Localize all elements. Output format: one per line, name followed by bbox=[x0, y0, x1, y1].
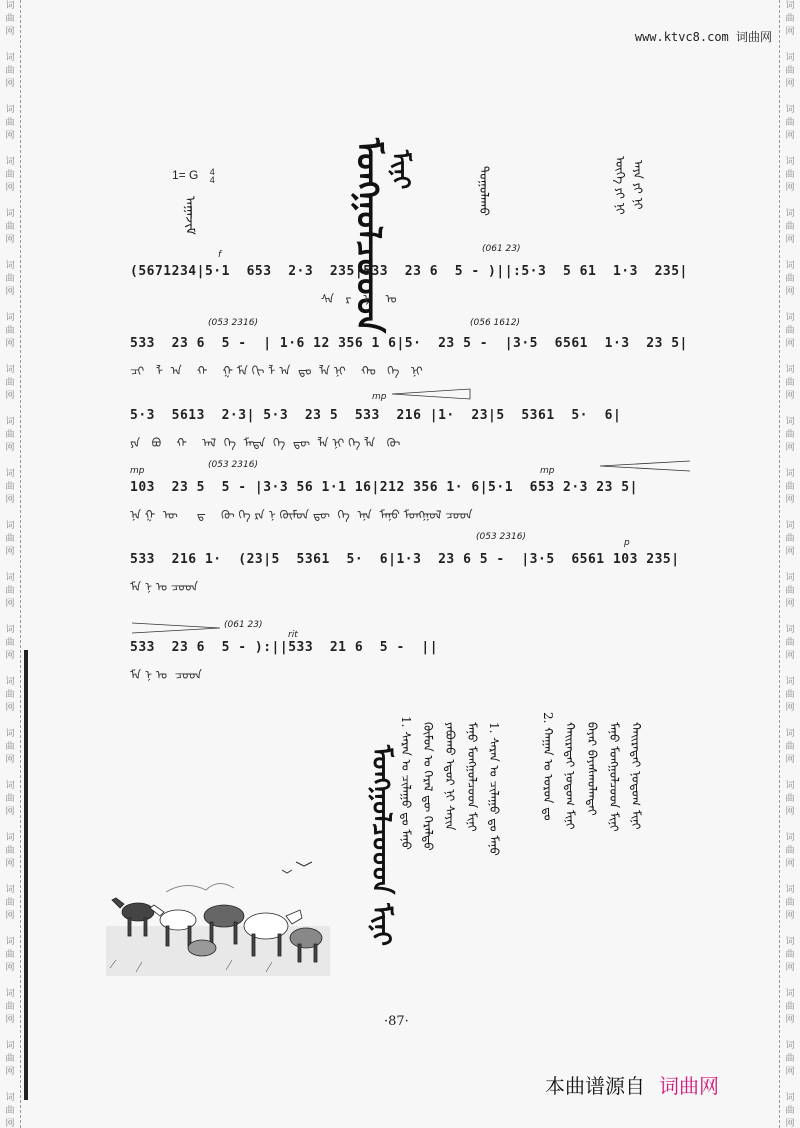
notation: 533 216 1· (23|5 5361 5· 6|1·3 23 6 5 - |3·5 6561 103 235| bbox=[130, 552, 680, 567]
verse-2-line-1: 2. ᠬᠠᠭᠠᠨ ᠤ ᠤᠷᠤᠨ ᠳᠤ bbox=[541, 712, 555, 821]
credit-composer: ᠠᠶᠠ ᠶᠢ ᠨᠢ bbox=[631, 160, 645, 210]
song-title: ᠮᠣᠩᠭᠣᠯᠴᠤᠤᠳ bbox=[348, 138, 388, 334]
lyric-line: ᠮᠠ ᠨ ᠤ ᠴᠤᠳ bbox=[130, 668, 202, 682]
notation: 103 23 5 5 - |3·3 56 1·1 16|212 356 1· 6|5·1 653 2·3 23 5| bbox=[130, 480, 638, 495]
dynamic-mark: rit bbox=[288, 630, 298, 640]
key-signature bbox=[172, 168, 215, 184]
grace-notes: (061 23) bbox=[482, 244, 521, 254]
score-line-1 bbox=[130, 244, 702, 306]
verse-1-line-2: ᠬᠦᠮᠦᠨ ᠤ ᠭᠡᠷᠡᠯ ᠳᠦ ᠭᠡᠷᠡᠯᠲᠦ bbox=[421, 722, 435, 851]
verse-1-line-3: ᠶᠠᠪᠤᠬᠤ ᠡᠳᠦᠷ ᠨᠢ ᠰᠠᠶᠢᠨ bbox=[443, 722, 457, 831]
right-margin-watermark: 词 曲 网 词 曲 网 词 曲 网 词 曲 网 词 曲 网 词 曲 网 词 曲 网 词 曲 网 词 曲 网 词 曲 网 词 曲 网 词 曲 网 词 曲 网 词 曲 网 词 曲 网 词 曲 网 词 曲 网 词 曲 网 词 曲 网 词 曲 网 词 曲 网 词 曲 网 bbox=[785, 1, 795, 1128]
meter-bottom: 4 bbox=[209, 175, 215, 185]
lyric-line: ᠨᠡ ᠭ ᠦ ᠳ ᠭᠦ ᠬᠡ ᠷᠡ ᠨ ᠬᠦᠮᠦᠨ ᠳᠦ ᠭᠡ ᠡᠨᠡ ᠮᠠᠨᠤ ᠮᠣᠩᠭᠣᠯ ᠴᠤᠳ bbox=[130, 508, 473, 522]
time-signature bbox=[210, 168, 215, 184]
decrescendo-hairpin bbox=[130, 622, 702, 634]
notation: (5671234|5·1 653 2·3 235|533 23 6 5 - )||:5·3 5 61 1·3 235| bbox=[130, 264, 688, 279]
dynamic-mark: f bbox=[218, 250, 222, 260]
verse-1-line-4: ᠮᠠᠨᠤ ᠮᠣᠩᠭᠣᠯᠴᠤᠳ ᠮᠢᠨᠢ bbox=[465, 722, 479, 832]
verse-2-line-4: ᠮᠠᠨᠤ ᠮᠣᠩᠭᠣᠯᠴᠤᠳ ᠮᠢᠨᠢ bbox=[607, 722, 621, 832]
dynamic-mark: mp bbox=[130, 466, 145, 476]
grace-notes: (053 2316) bbox=[208, 460, 258, 470]
meter-top: 4 bbox=[209, 167, 215, 177]
credit-lyricist: ᠦᠭᠡ ᠶᠢ ᠨᠢ bbox=[613, 156, 627, 215]
crescendo-hairpin bbox=[130, 460, 702, 472]
right-cut-line bbox=[779, 0, 780, 1128]
verse-2-line-2: ᠬᠠᠢᠷᠠᠲᠠᠢ ᠨᠤᠲᠤᠭ ᠮᠢᠨᠢ bbox=[563, 722, 577, 830]
source-site-link[interactable]: 词曲网 bbox=[659, 1074, 719, 1098]
dynamic-mark: mp bbox=[540, 466, 555, 476]
grace-notes: (053 2316) bbox=[476, 532, 526, 542]
grace-notes: (056 1612) bbox=[470, 318, 520, 328]
verse-1-line-1: 1. ᠰᠠᠷᠠᠨ ᠤ ᠴᠢᠯᠠᠭᠤ ᠳᠤ ᠮᠠᠨᠤ bbox=[399, 716, 413, 850]
grace-notes: (061 23) bbox=[224, 620, 263, 630]
crescendo-hairpin bbox=[130, 388, 702, 400]
lyrics-heading: ᠮᠣᠩᠭᠣᠯᠴᠤᠤᠳ ᠮᠢᠨᠢ bbox=[366, 745, 396, 946]
lyric-line: ᠰᠠ ᠷ ᠨ ᠤ bbox=[130, 292, 397, 306]
site-header: www.ktvc8.com 词曲网 bbox=[634, 30, 772, 44]
left-margin-watermark: 词 曲 网 词 曲 网 词 曲 网 词 曲 网 词 曲 网 词 曲 网 词 曲 网 词 曲 网 词 曲 网 词 曲 网 词 曲 网 词 曲 网 词 曲 网 词 曲 网 词 曲 网 词 曲 网 词 曲 网 词 曲 网 词 曲 网 词 曲 网 词 曲 网 词 曲 网 bbox=[5, 1, 15, 1128]
score-line-2 bbox=[130, 318, 702, 378]
verse-2-line-3: ᠪᠠᠶᠠᠷ ᠪᠠᠶᠠᠰᠬᠤᠯᠠᠨᠲᠠᠢ bbox=[585, 722, 599, 816]
score-line-3 bbox=[130, 392, 702, 450]
verse-2-line-5: ᠬᠠᠢᠷᠠᠲᠠᠢ ᠨᠤᠲᠤᠭ ᠮᠢᠨᠢ bbox=[629, 722, 643, 830]
dynamic-mark: mp bbox=[372, 392, 387, 402]
grazing-horses-and-cattle-icon bbox=[106, 856, 330, 976]
song-title-second: ᠮᠢᠨᠢ bbox=[387, 150, 416, 190]
notation: 533 23 6 5 - ):||533 21 6 5 - || bbox=[130, 640, 439, 655]
left-cut-line bbox=[20, 0, 21, 1128]
score-line-5 bbox=[130, 532, 702, 594]
binding-spine bbox=[24, 650, 28, 1100]
notation: 533 23 6 5 - | 1·6 12 356 1 6|5· 23 5 - |3·5 6561 1·3 23 5| bbox=[130, 336, 688, 351]
lyric-line: ᠴᠢ ᠯ ᠠ ᠬ ᠭ ᠮᠠ ᠭᠢ ᠯ ᠠ ᠳᠤ ᠯᠠ ᠨᠢ ᠬᠤ ᠭᠡ ᠨᠢ bbox=[130, 364, 423, 378]
grace-notes: (053 2316) bbox=[208, 318, 258, 328]
source-prefix: 本曲谱源自 bbox=[545, 1074, 645, 1098]
score-line-6 bbox=[130, 620, 702, 682]
notation: 5·3 5613 2·3| 5·3 23 5 533 216 |1· 23|5 5361 5· 6| bbox=[130, 408, 622, 423]
tempo-marking: ᠠᠭᠠᠵᠢᠮ bbox=[182, 196, 197, 235]
score-line-4 bbox=[130, 460, 702, 522]
page-number: ·87· bbox=[384, 1014, 409, 1029]
dynamic-mark: p bbox=[624, 538, 630, 548]
source-credit bbox=[545, 1070, 719, 1099]
lyric-line: ᠶᠠ ᠪᠤ ᠬ ᠠᠯ ᠭᠡ ᠮᠡᠳᠡ ᠭᠡ ᠳᠦ ᠯᠡ ᠨᠢ ᠬᠡ ᠯᠡ ᠬᠦ bbox=[130, 436, 401, 450]
key-label: 1= G bbox=[172, 168, 199, 183]
lyric-line: ᠮᠠ ᠨ ᠤ ᠴᠤᠳ bbox=[130, 580, 199, 594]
credit-middle: ᠳᠣᠭᠤᠯᠠᠬᠤ bbox=[477, 166, 491, 216]
verse-1-line-5: 1. ᠰᠠᠷᠠᠨ ᠤ ᠴᠢᠯᠠᠭᠤ ᠳᠤ ᠮᠠᠨᠤ bbox=[487, 722, 501, 856]
